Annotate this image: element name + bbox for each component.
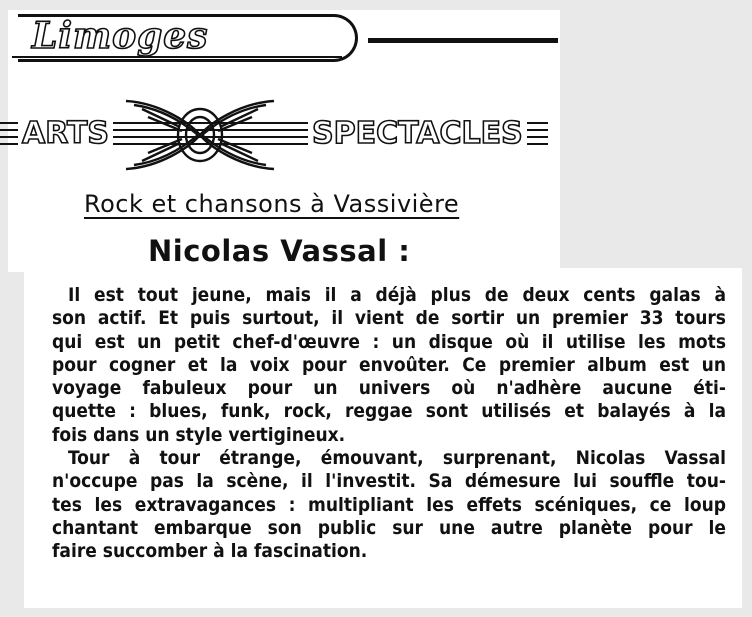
paragraph <box>52 284 726 447</box>
text-line: son actif. Et puis surtout, il vient de sortir un premier 33 tours <box>52 307 726 330</box>
article-headline: Nicolas Vassal : <box>148 234 411 268</box>
text-line: chantant embarque son public sur une autre planète pour le <box>52 516 726 539</box>
text-line: Tour à tour étrange, émouvant, surprenant, Nicolas Vassal <box>68 447 726 470</box>
band-label-spectacles: SPECTACLES <box>308 115 527 153</box>
text-line: faire succomber à la fascination. <box>52 540 368 563</box>
text-line: fois dans un style vertigineux. <box>52 423 346 446</box>
text-line: Il est tout jeune, mais il a déjà plus de deux cents galas à <box>68 284 726 306</box>
text-line: n'occupe pas la scène, il l'investit. Sa démesure lui souffle tou- <box>52 470 726 493</box>
section-rule <box>368 38 558 43</box>
band-label-arts: ARTS <box>18 115 113 153</box>
article-subtitle: Rock et chansons à Vassivière <box>84 190 460 218</box>
text-line: voyage fabuleux pour un univers où n'adhère aucune éti- <box>52 377 726 400</box>
theatre-emblem-icon <box>120 93 280 177</box>
paragraph <box>52 447 726 563</box>
text-line: pour cogner et la voix pour envoûter. Ce premier album est un <box>52 353 726 376</box>
text-line: qui est un petit chef-d'œuvre : un disque où il utilise les mots <box>52 330 726 353</box>
article-body <box>52 284 726 564</box>
section-title: Limoges <box>32 15 209 57</box>
text-line: quette : blues, funk, rock, reggae sont utilisés et balayés à la <box>52 400 726 423</box>
text-line: tes les extravagances : multipliant les effets scéniques, ce loup <box>52 493 726 516</box>
